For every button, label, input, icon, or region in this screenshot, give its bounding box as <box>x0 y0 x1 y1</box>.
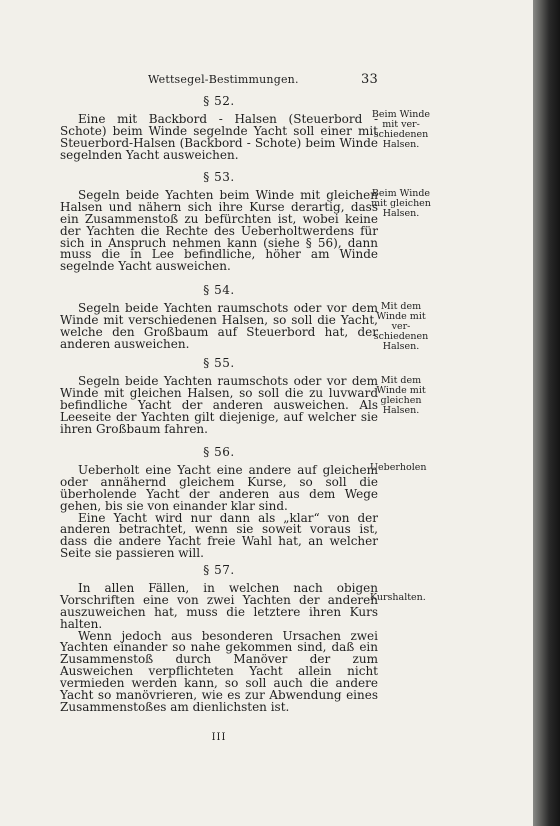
paragraph: Segeln beide Yachten raumschots oder vor dem Winde mit gleichen Halsen, so soll die zu luvward befindliche Yacht der anderen ausweichen. Als Leeseite der Yachten gilt diejenige, auf welcher sie ihren Großbaum fahren. <box>60 373 378 436</box>
margin-note-57: Kurshalten. <box>370 592 426 603</box>
page-header <box>148 72 378 87</box>
section-57 <box>60 565 378 714</box>
page-number: 33 <box>361 72 378 87</box>
paragraph: Eine mit Backbord - Halsen (Steuerbord - Schote) beim Winde segelnde Yacht soll einer mit Steuerbord-Halsen (Backbord - Schote) beim Winde segelnden Yacht ausweichen. <box>60 111 378 162</box>
paragraph: Wenn jedoch aus besonderen Ursachen zwei Yachten einander so nahe gekommen sind, daß ein Zusammenstoß durch Manöver der zum Ausweichen verpflichteten Yacht allein nicht vermieden werden kann, so soll auch die andere Yacht so manövrieren, wie es zur Abwendung eines Zusammenstoßes am dienlichsten ist. <box>60 628 378 714</box>
section-56 <box>60 447 378 560</box>
section-number: § 52. <box>203 94 235 108</box>
margin-note-54: Mit dem Winde mit ver-schiedenen Halsen. <box>373 301 429 352</box>
section-number: § 54. <box>203 283 235 297</box>
paragraph: Ueberholt eine Yacht eine andere auf gleichem oder annähernd gleichem Kurse, so soll die überholende Yacht der anderen aus dem Wege gehen, bis sie von einander klar sind. <box>60 462 378 513</box>
section-number: § 56. <box>203 445 235 459</box>
section-52 <box>60 96 378 162</box>
paragraph: In allen Fällen, in welchen nach obigen Vorschriften eine von zwei Yachten der anderen auszuweichen hat, muss die letztere ihren Kurs halten. <box>60 580 378 631</box>
section-number: § 57. <box>203 563 235 577</box>
section-53 <box>60 172 378 273</box>
section-number: § 55. <box>203 356 235 370</box>
section-number: § 53. <box>203 170 235 184</box>
section-55 <box>60 358 378 435</box>
paragraph: Segeln beide Yachten raumschots oder vor dem Winde mit verschiedenen Halsen, so soll die Yacht, welche den Großbaum auf Steuerbord hat, der anderen ausweichen. <box>60 300 378 351</box>
running-title: Wettsegel-Bestimmungen. <box>148 73 299 86</box>
paragraph: Segeln beide Yachten beim Winde mit gleichen Halsen und nähern sich ihre Kurse derartig, dass ein Zusammenstoß zu befürchten ist, wobei keine der Yachten die Rechte des Ueberholtwerdens für sich in Anspruch nehmen kann (siehe § 56), dann muss die in Lee befindliche, höher am Winde segelnde Yacht ausweichen. <box>60 187 378 274</box>
signature-mark: III <box>211 732 227 743</box>
margin-note-56: Ueberholen <box>370 462 427 473</box>
paragraph: Eine Yacht wird nur dann als „klar“ von der anderen betrachtet, wenn sie soweit voraus ist, dass die andere Yacht freie Wahl hat, an welcher Seite sie passieren will. <box>60 510 378 561</box>
margin-note-52: Beim Winde mit ver-schiedenen Halsen. <box>371 109 431 150</box>
section-54 <box>60 285 378 351</box>
margin-note-55: Mit dem Winde mit gleichen Halsen. <box>376 375 426 416</box>
margin-note-53: Beim Winde mit gleichen Halsen. <box>371 188 431 219</box>
book-spine-shadow <box>533 0 560 826</box>
